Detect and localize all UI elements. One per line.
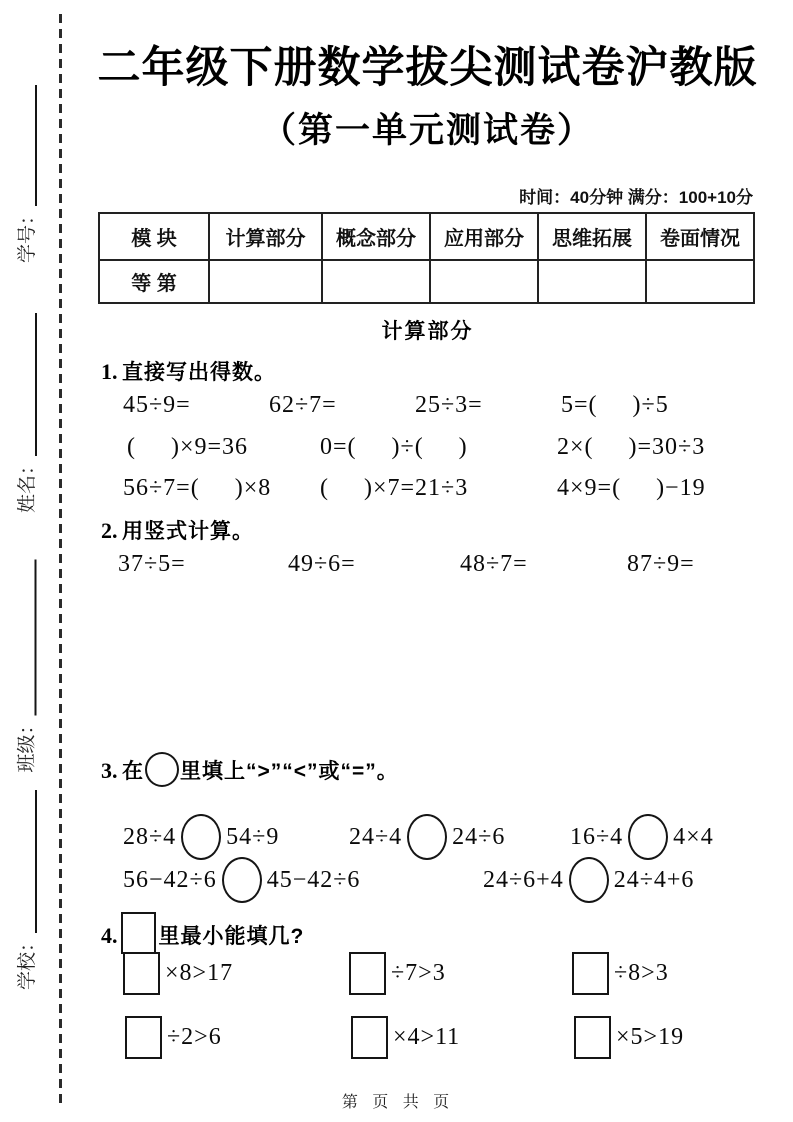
school-label: 学校： <box>17 932 38 990</box>
school-field <box>14 790 40 990</box>
question-4-header <box>101 912 304 954</box>
student-id-field <box>14 85 40 263</box>
inequality-expression: ×4>11 <box>393 1023 461 1050</box>
equation: 37÷5= <box>118 551 186 577</box>
school-blank-line <box>35 790 37 933</box>
equation: 4×9=( )−19 <box>557 475 706 501</box>
left-expression: 24÷4 <box>349 823 403 850</box>
equation: 5=( )÷5 <box>561 392 669 418</box>
equation: ( )×9=36 <box>127 434 249 460</box>
name-label: 姓名： <box>17 455 38 513</box>
left-expression: 16÷4 <box>570 823 624 850</box>
comparison-circle <box>222 857 262 903</box>
inequality-expression: ÷8>3 <box>614 959 669 986</box>
dashed-cut-line <box>59 14 62 1106</box>
class-label: 班级： <box>16 715 38 773</box>
comparison-item <box>349 814 570 860</box>
score-cell <box>322 260 430 303</box>
question-3-header <box>101 752 399 787</box>
score-header-calculation: 计算部分 <box>209 213 322 260</box>
question-3-prompt-after: 里填上“>”“<”或“=”。 <box>179 760 399 783</box>
question-3-prompt-before: 在 <box>121 760 144 783</box>
comparison-item <box>123 857 483 903</box>
question-1-header <box>101 356 276 386</box>
equation-row <box>98 434 705 461</box>
answer-box <box>574 1016 611 1059</box>
left-expression: 24÷6+4 <box>483 866 564 893</box>
question-1-prompt: 直接写出得数。 <box>121 361 276 384</box>
equation: 25÷3= <box>415 392 483 418</box>
score-header-concept: 概念部分 <box>322 213 430 260</box>
comparison-circle <box>181 814 221 860</box>
comparison-item <box>483 857 694 903</box>
class-blank-line <box>35 560 37 716</box>
equation: 0=( )÷( ) <box>320 434 468 460</box>
right-expression: 54÷9 <box>226 823 280 850</box>
comparison-circle <box>569 857 609 903</box>
equation-row <box>98 392 669 419</box>
time-score-info: 时间：40分钟 满分：100+10分 <box>519 188 753 207</box>
score-header-thinking: 思维拓展 <box>538 213 646 260</box>
answer-box <box>351 1016 388 1059</box>
score-cell <box>209 260 322 303</box>
inequality-expression: ×5>19 <box>616 1023 685 1050</box>
name-field <box>14 313 40 513</box>
score-table <box>98 212 755 304</box>
answer-box <box>123 952 160 995</box>
answer-box <box>349 952 386 995</box>
inequality-expression: ×8>17 <box>165 959 234 986</box>
score-cell <box>538 260 646 303</box>
equation: 2×( )=30÷3 <box>557 434 706 460</box>
student-id-blank-line <box>35 85 37 206</box>
page-title: 二年级下册数学拔尖测试卷沪教版 <box>97 44 758 92</box>
section-title: 计算部分 <box>381 320 474 343</box>
inequality-item <box>123 952 349 995</box>
question-1-number: 1. <box>101 359 118 384</box>
comparison-row <box>98 814 714 860</box>
equation: ( )×7=21÷3 <box>320 475 469 501</box>
page-footer: 第 页 共 页 <box>341 1094 452 1111</box>
name-blank-line <box>35 313 37 456</box>
equation-row <box>98 475 706 502</box>
inequality-item <box>349 952 572 995</box>
equation: 87÷9= <box>627 551 695 577</box>
comparison-row <box>98 857 694 903</box>
right-expression: 24÷6 <box>452 823 506 850</box>
grade-row-label: 等 第 <box>99 260 209 303</box>
comparison-item <box>570 814 714 860</box>
question-2-prompt: 用竖式计算。 <box>121 520 254 543</box>
score-cell <box>646 260 754 303</box>
equation: 48÷7= <box>460 551 528 577</box>
question-2-number: 2. <box>101 518 118 543</box>
inequality-item <box>572 952 669 995</box>
equation: 62÷7= <box>269 392 337 418</box>
right-expression: 24÷4+6 <box>613 866 695 893</box>
inequality-expression: ÷7>3 <box>391 959 446 986</box>
question-4-prompt: 里最小能填几? <box>158 925 305 948</box>
equation: 49÷6= <box>288 551 356 577</box>
inequality-row <box>98 1014 684 1060</box>
score-cell <box>430 260 538 303</box>
left-expression: 28÷4 <box>123 823 177 850</box>
score-table-header-row <box>99 213 754 260</box>
answer-box <box>125 1016 162 1059</box>
question-4-number: 4. <box>101 923 118 948</box>
comparison-circle <box>407 814 447 860</box>
class-field <box>14 560 40 773</box>
example-circle <box>145 752 179 787</box>
inequality-row <box>98 950 669 996</box>
inequality-item <box>125 1016 351 1059</box>
score-header-neatness: 卷面情况 <box>646 213 754 260</box>
equation-row <box>98 551 695 578</box>
inequality-item <box>574 1016 684 1059</box>
student-id-label: 学号： <box>17 205 38 263</box>
question-2-header <box>101 515 254 545</box>
comparison-circle <box>628 814 668 860</box>
score-table-grade-row <box>99 260 754 303</box>
comparison-item <box>123 814 349 860</box>
answer-box <box>572 952 609 995</box>
inequality-expression: ÷2>6 <box>167 1023 222 1050</box>
left-expression: 56−42÷6 <box>123 866 217 893</box>
inequality-item <box>351 1016 574 1059</box>
score-header-module: 模 块 <box>99 213 209 260</box>
score-header-application: 应用部分 <box>430 213 538 260</box>
question-3-number: 3. <box>101 758 118 783</box>
right-expression: 45−42÷6 <box>266 866 361 893</box>
equation: 56÷7=( )×8 <box>123 475 272 501</box>
equation: 45÷9= <box>123 392 191 418</box>
page-subtitle: （第一单元测试卷） <box>260 111 594 150</box>
right-expression: 4×4 <box>673 823 714 850</box>
example-box <box>121 912 156 954</box>
